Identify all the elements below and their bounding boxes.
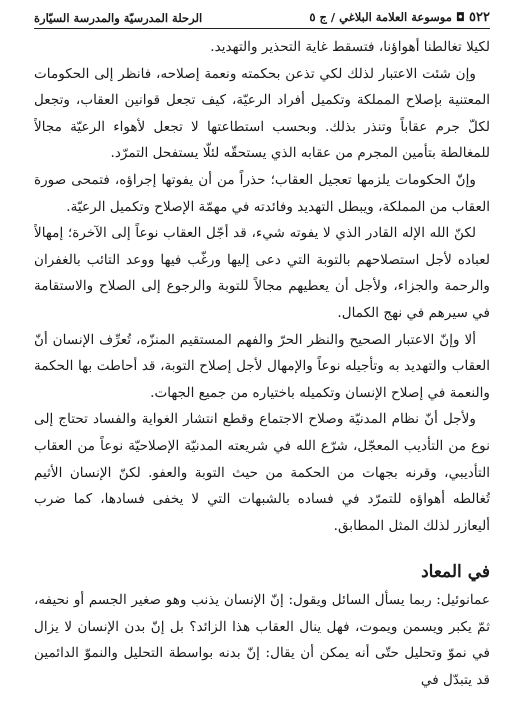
header-separator: ◘ xyxy=(451,10,466,24)
paragraph: لكيلا تغالطنا أهواؤنا، فتسقط غاية التحذير والتهديد. xyxy=(210,39,490,55)
section-heading: في المعاد xyxy=(421,562,490,583)
header-page-info xyxy=(309,10,490,25)
paragraph: ولأجل أنّ نظام المدنيّة وصلاح الاجتماع وقطع انتشار الغواية والفساد تحتاج إلى نوع من التأديب المعجّل، شرّع الله في شريعته المدنيّة الإصلاحيّة نوعاً من العقاب التأديبي، وقرنه بجهات من الحكمة من حيث التوبة والعفو. لكنّ الإنسان الأثيم تُغالطه أهواؤه للتمرّد في فساده بالشبهات التي لا يخفى فسادها، كما ضرب أليعازر لذلك المثل المطابق. xyxy=(34,411,490,534)
running-header xyxy=(34,10,490,29)
paragraph: وإن شئت الاعتبار لذلك لكي تذعن بحكمته ونعمة إصلاحه، فانظر إلى الحكومات المعتنية بإصلاح المملكة وتكميل أفراد الرعيّة، كيف تجعل قوانين العقاب، وتجعل لكلّ جرم عقاباً وتنذر بذلك. وبحسب استطاعتها لا تجعل لأهواء الرعيّة مجالاً للمغالطة بتأمين المجرم من عقابه الذي يستحقّه لئلّا يستفحل التمرّد. xyxy=(34,65,490,162)
running-title: موسوعة العلامة البلاغي / ج ٥ xyxy=(309,10,452,24)
page-number: ٥٢٢ xyxy=(469,10,490,25)
paragraph: وإنّ الحكومات يلزمها تعجيل العقاب؛ حذراً من أن يفوتها إجراؤه، فتمحى صورة العقاب من المملكة، ويبطل التهديد وفائدته في مهمّة الإصلاح وتكميل الرعيّة. xyxy=(34,171,490,215)
body-text xyxy=(34,34,490,539)
paragraph: ألا وإنّ الاعتبار الصحيح والنظر الحرّ والفهم المستقيم المنزّه، تُعرِّف الإنسان أنّ العقاب والتهديد به وتأجيله نوعاً والإمهال لأجل إصلاح التوبة، قد أحاطت بها الحكمة والنعمة في إصلاح الإنسان وتكميله باختياره من جميع الجهات. xyxy=(34,331,490,401)
paragraph: عمانوئيل: ربما يسأل السائل ويقول: إنّ الإنسان يذنب وهو صغير الجسم أو نحيفه، ثمّ يكبر ويسمن ويموت، فهل ينال العقاب هذا الزائد؟ بل إنّ بدن الإنسان لا يزال في نموّ وتحليل حتّى أنه يمكن أن يقال: إنّ بدنه بواسطة التحليل والنموّ الدائمين قد يتبدّل في xyxy=(34,592,490,689)
section-title: الرحلة المدرسيّة والمدرسة السيّارة xyxy=(34,11,203,25)
book-page xyxy=(34,10,490,726)
paragraph: لكنّ الله الإله القادر الذي لا يفوته شيء، قد أجّل العقاب نوعاً إلى الآخرة؛ إمهالاً لعباده لأجل استصلاحهم بالتوبة التي دعى إليها ورغّب فيها ووعد التائب بالغفران والرحمة والجزاء، ولأجل أن يعطيهم مجالاً للتوبة والرجوع إلى الصلاح والاستقامة في سيرهم في نهج الكمال. xyxy=(34,225,490,321)
section-body xyxy=(34,587,490,693)
